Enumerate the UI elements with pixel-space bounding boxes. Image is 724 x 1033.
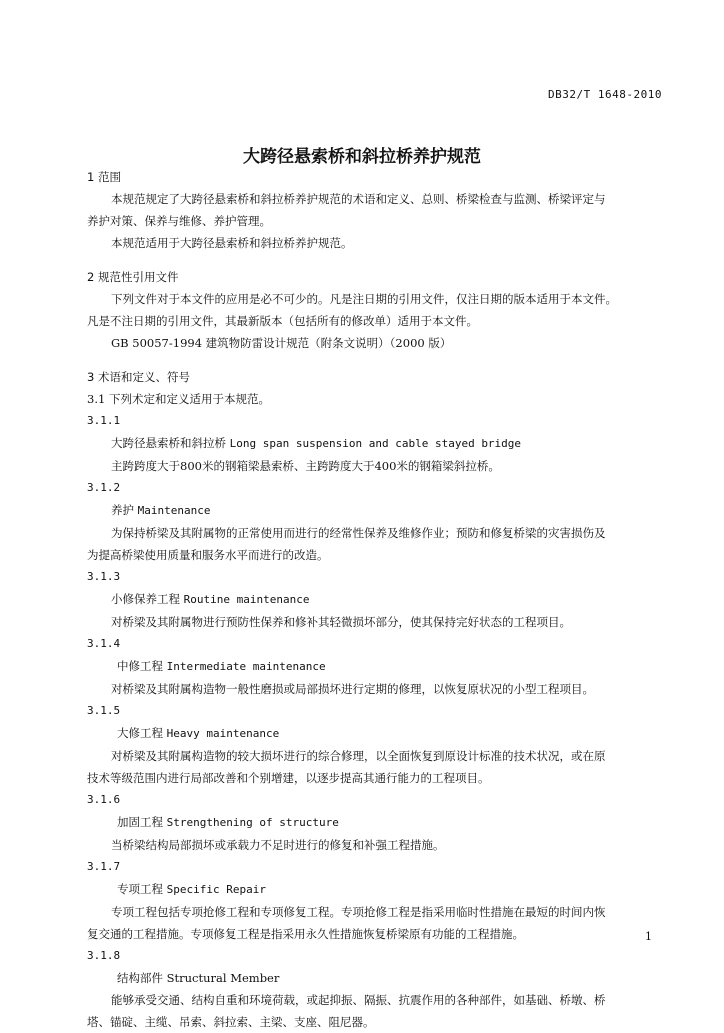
term-entry [87, 566, 657, 633]
term-definition-continued: 复交通的工程措施。专项修复工程是指采用永久性措施恢复桥梁原有功能的工程措施。 [87, 927, 524, 941]
clause-3-1: 3.1 下列术定和定义适用于本规范。 [87, 392, 270, 406]
term-entry [87, 410, 657, 477]
term-entry [87, 856, 657, 945]
term-english: Strengthening of structure [166, 816, 339, 829]
term-definition-continued: 塔、锚碇、主缆、吊索、斜拉索、主梁、支座、阻尼器。 [87, 1015, 375, 1029]
paragraph: 本规范适用于大跨径悬索桥和斜拉桥养护规范。 [111, 236, 353, 250]
clause-number: 3.1.5 [87, 704, 121, 717]
term-name: 结构部件 [117, 971, 163, 985]
term-definition: 主跨跨度大于800米的钢箱梁悬索桥、主跨跨度大于400米的钢箱梁斜拉桥。 [111, 459, 500, 473]
term-english: Heavy maintenance [166, 727, 280, 740]
clause-number: 3.1.3 [87, 570, 121, 583]
term-entry [87, 945, 657, 1033]
clause-number: 3.1.4 [87, 637, 121, 650]
term-entry [87, 633, 657, 700]
term-english: Long span suspension and cable stayed bridge [229, 437, 522, 450]
term-english: Specific Repair [166, 883, 266, 896]
term-name: 大跨径悬索桥和斜拉桥 [111, 436, 226, 450]
term-definition: 能够承受交通、结构自重和环境荷载，或起抑振、隔振、抗震作用的各种部件，如基础、桥墩、桥 [111, 993, 606, 1007]
section-heading-3: 3 术语和定义、符号 [87, 370, 190, 384]
term-definition: 当桥梁结构局部损坏或承载力不足时进行的修复和补强工程措施。 [111, 838, 445, 852]
paragraph: 本规范规定了大跨径悬索桥和斜拉桥养护规范的术语和定义、总则、桥梁检查与监测、桥梁评定与 [111, 192, 606, 206]
term-name: 小修保养工程 [111, 592, 180, 606]
term-definition: 专项工程包括专项抢修工程和专项修复工程。专项抢修工程是指采用临时性措施在最短的时间内恢 [111, 905, 606, 919]
term-english: Routine maintenance [183, 593, 310, 606]
section-heading-1: 1 范围 [87, 170, 121, 184]
term-definition: 为保持桥梁及其附属物的正常使用而进行的经常性保养及维修作业；预防和修复桥梁的灾害损伤及 [111, 526, 606, 540]
clause-number: 3.1.8 [87, 949, 121, 962]
standard-code: DB32/T 1648-2010 [548, 88, 662, 101]
term-english: Intermediate maintenance [166, 660, 326, 673]
clause-number: 3.1.2 [87, 481, 121, 494]
normative-reference: GB 50057-1994 建筑物防雷设计规范（附条文说明）（2000 版） [111, 336, 452, 350]
term-entry [87, 700, 657, 789]
term-definition: 对桥梁及其附属构造物一般性磨损或局部损坏进行定期的修理，以恢复原状况的小型工程项目。 [111, 682, 594, 696]
term-name: 中修工程 [117, 659, 163, 673]
paragraph: 下列文件对于本文件的应用是必不可少的。凡是注日期的引用文件，仅注日期的版本适用于本文件。 [111, 292, 617, 306]
document-body [87, 166, 657, 1033]
paragraph-continued: 养护对策、保养与维修、养护管理。 [87, 214, 271, 228]
term-name: 养护 [111, 503, 134, 517]
term-name: 专项工程 [117, 882, 163, 896]
term-definition-continued: 为提高桥梁使用质量和服务水平而进行的改造。 [87, 548, 329, 562]
term-name: 加固工程 [117, 815, 163, 829]
document-title: 大跨径悬索桥和斜拉桥养护规范 [243, 147, 481, 167]
clause-number: 3.1.1 [87, 414, 121, 427]
clause-number: 3.1.6 [87, 793, 121, 806]
paragraph-continued: 凡是不注日期的引用文件，其最新版本（包括所有的修改单）适用于本文件。 [87, 314, 478, 328]
term-definition: 对桥梁及其附属物进行预防性保养和修补其轻微损坏部分，使其保持完好状态的工程项目。 [111, 615, 571, 629]
term-entry [87, 789, 657, 856]
term-english: Structural Member [166, 971, 280, 985]
term-name: 大修工程 [117, 726, 163, 740]
term-definition: 对桥梁及其附属构造物的较大损坏进行的综合修理，以全面恢复到原设计标准的技术状况，或在原 [111, 749, 606, 763]
term-definition-continued: 技术等级范围内进行局部改善和个别增建，以逐步提高其通行能力的工程项目。 [87, 771, 490, 785]
page-number: 1 [645, 930, 652, 943]
term-english: Maintenance [137, 504, 211, 517]
term-entry [87, 477, 657, 566]
clause-number: 3.1.7 [87, 860, 121, 873]
section-heading-2: 2 规范性引用文件 [87, 270, 179, 284]
